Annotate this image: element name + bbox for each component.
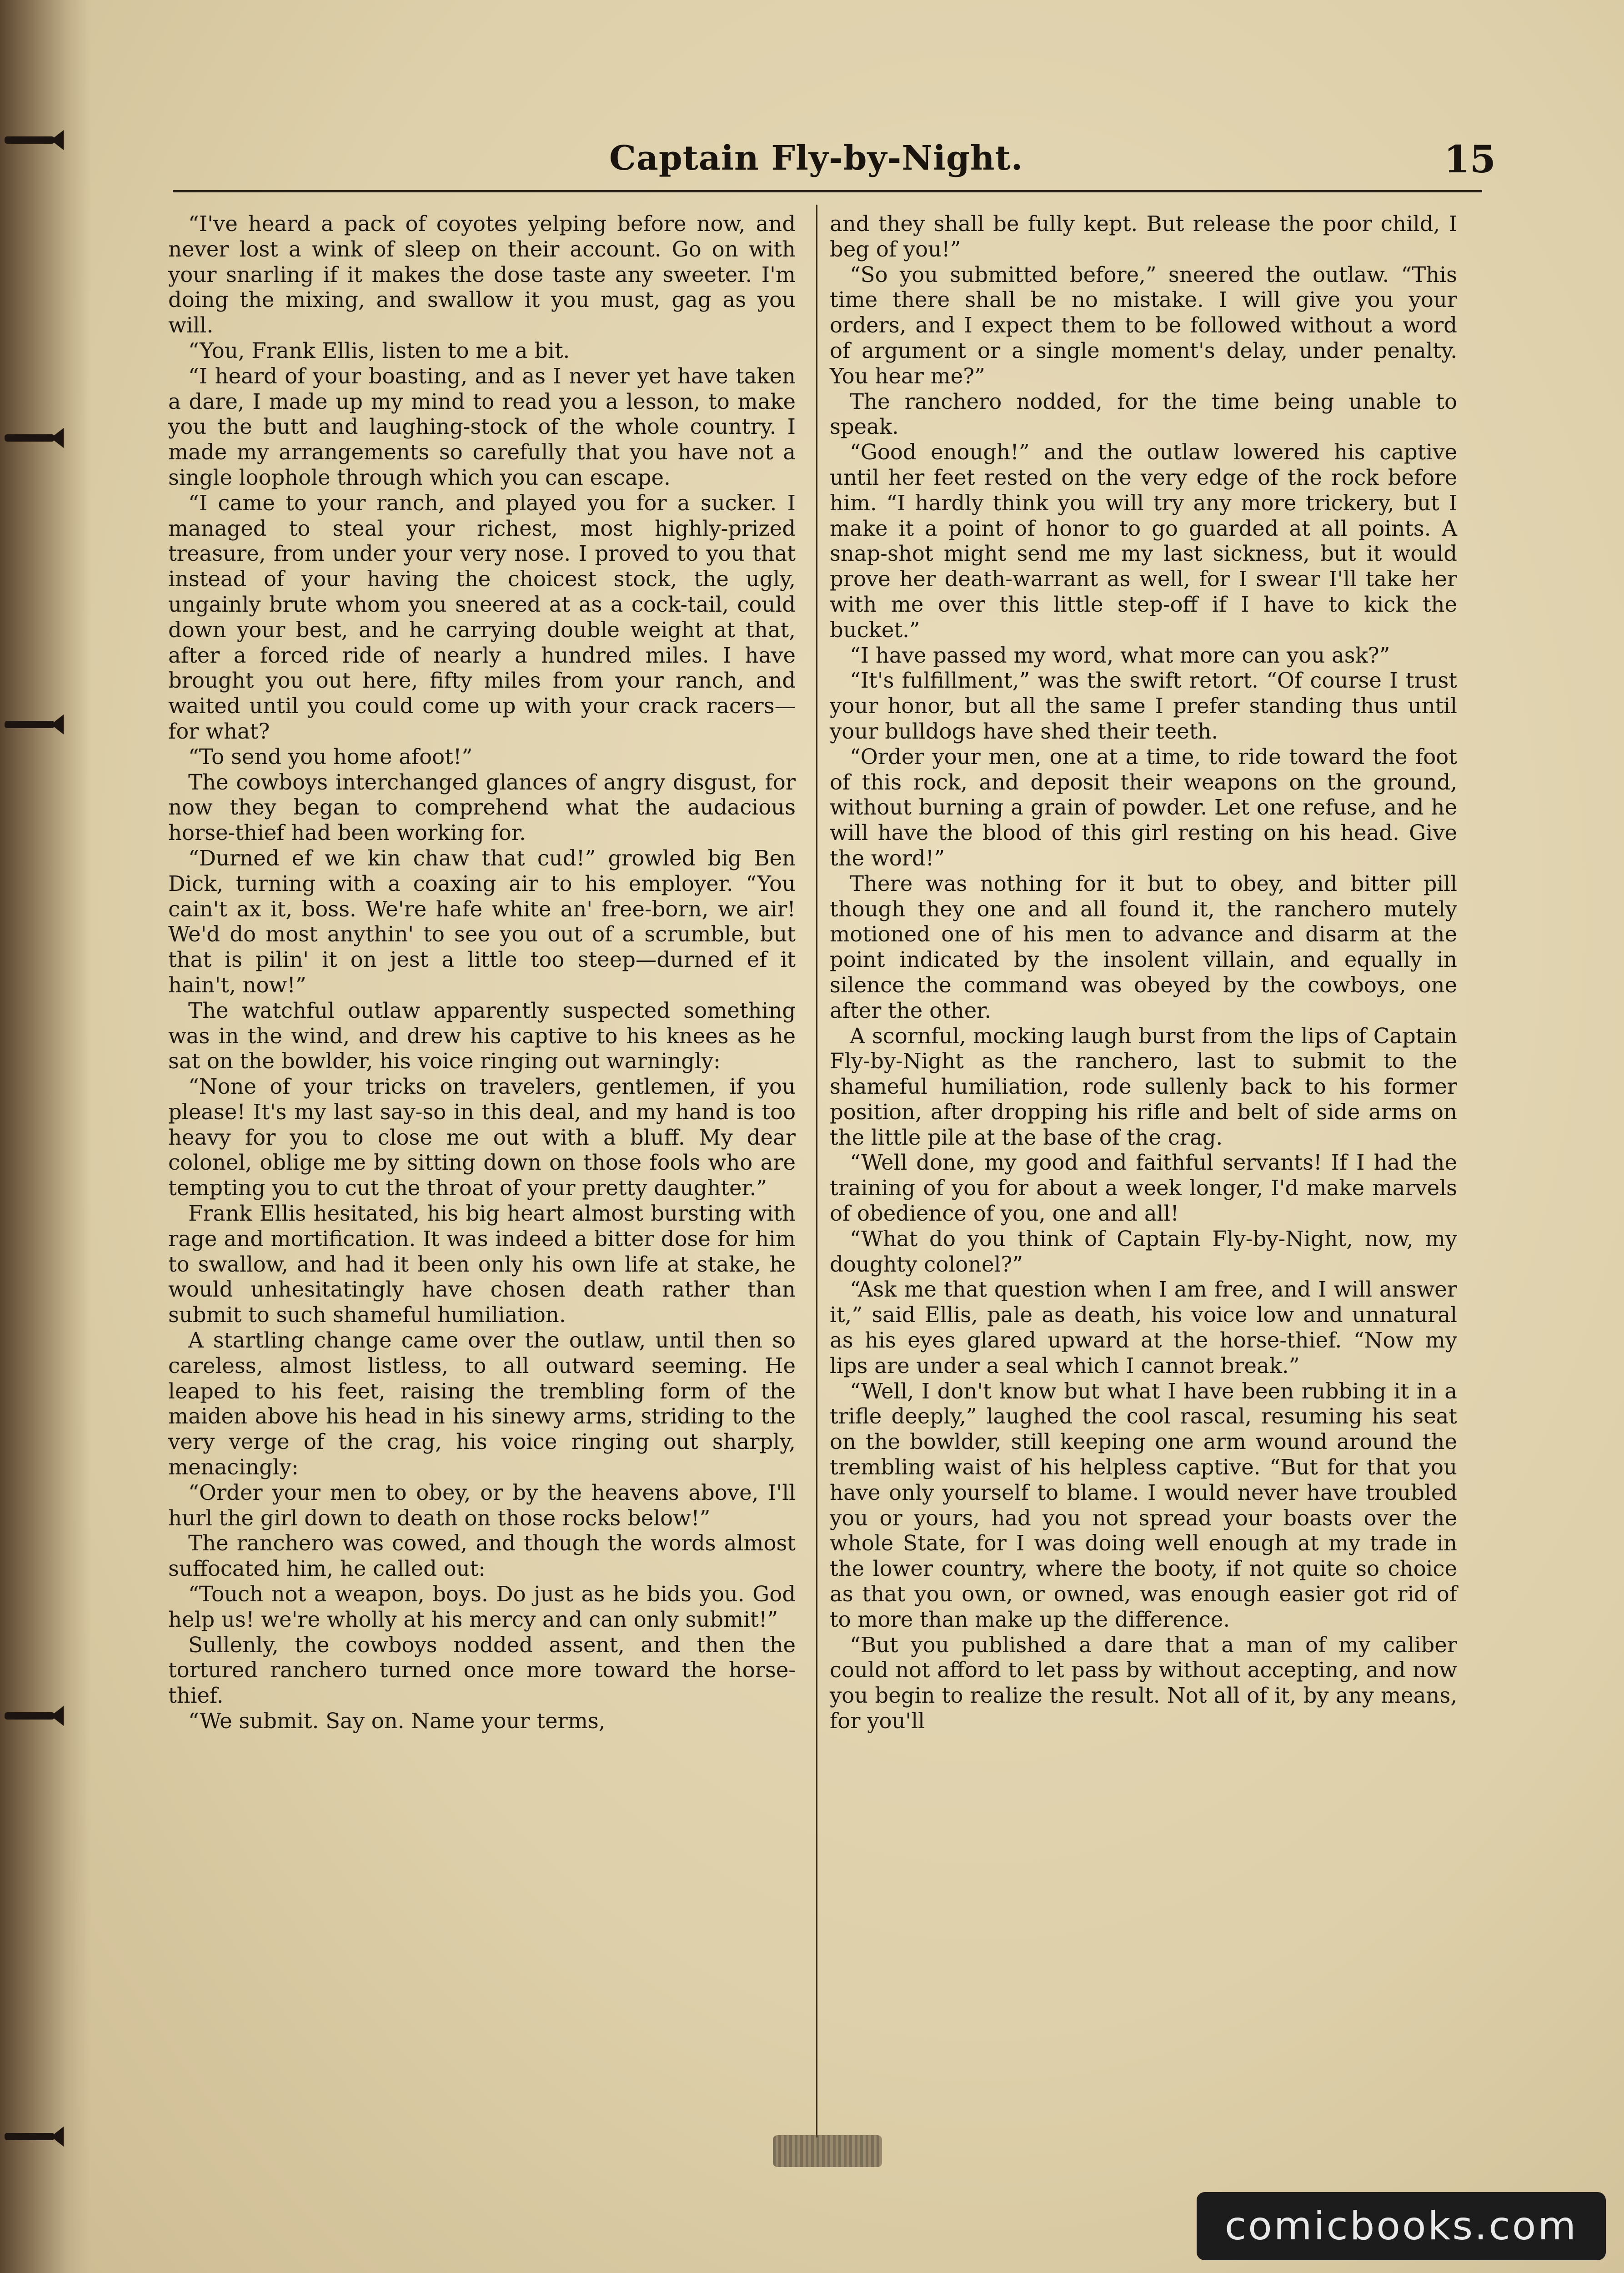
staple-icon bbox=[5, 136, 55, 144]
staple-icon bbox=[5, 434, 55, 442]
paragraph: “I came to your ranch, and played you for a sucker. I managed to steal your richest, most highly-prized treasure, from under your very nose. I proved to you that instead of your having the choicest stock, the ugly, ungainly brute whom you sneered at as a cock-tail, could down your best, and he carrying double weight at that, after a forced ride of nearly a hundred miles. I have brought you out here, fifty miles from your ranch, and waited until you could come up with your crack racers—for what? bbox=[168, 490, 796, 744]
paragraph: Frank Ellis hesitated, his big heart almost bursting with rage and mortification. It was indeed a bitter dose for him to swallow, and had it been only his own life at stake, he would unhesitatingly have chosen death rather than submit to such shameful humiliation. bbox=[168, 1201, 796, 1328]
column-divider bbox=[816, 205, 817, 2137]
paragraph: “What do you think of Captain Fly-by-Night, now, my doughty colonel?” bbox=[830, 1226, 1457, 1277]
paragraph: “Order your men to obey, or by the heavens above, I'll hurl the girl down to death on those rocks below!” bbox=[168, 1480, 796, 1530]
paragraph: “You, Frank Ellis, listen to me a bit. bbox=[188, 338, 570, 363]
staple-icon bbox=[5, 2133, 55, 2140]
paragraph: “Durned ef we kin chaw that cud!” growled big Ben Dick, turning with a coaxing air to his employer. “You cain't ax it, boss. We're hafe white an' free-born, we air! We'd do most anythin' to see you out of a scrumble, but that is pilin' it on jest a little too steep—durned ef it hain't, now!” bbox=[168, 845, 796, 997]
left-column bbox=[168, 211, 796, 1734]
right-column bbox=[830, 211, 1457, 1734]
paragraph: “We submit. Say on. Name your terms, bbox=[188, 1709, 606, 1734]
paragraph: “I heard of your boasting, and as I never yet have taken a dare, I made up my mind to read you a lesson, to make you the butt and laughing-stock of the whole country. I made my arrangements so carefully that you have not a single loophole through which you can escape. bbox=[168, 363, 796, 490]
page-header bbox=[173, 130, 1496, 193]
printer-ornament bbox=[773, 2135, 882, 2167]
paragraph: “So you submitted before,” sneered the outlaw. “This time there shall be no mistake. I will give you your orders, and I expect them to be followed without a word of argument or a single moment's delay, under penalty. You hear me?” bbox=[830, 262, 1457, 388]
header-rule bbox=[173, 190, 1482, 192]
paragraph: Sullenly, the cowboys nodded assent, and then the tortured ranchero turned once more toward the horse-thief. bbox=[168, 1632, 796, 1708]
paragraph: “Touch not a weapon, boys. Do just as he bids you. God help us! we're wholly at his mercy and can only submit!” bbox=[168, 1582, 796, 1632]
binding-spine bbox=[0, 0, 91, 2273]
paragraph: A scornful, mocking laugh burst from the lips of Captain Fly-by-Night as the ranchero, last to submit to the shameful humiliation, rode sullenly back to his former position, after dropping his rifle and belt of side arms on the little pile at the base of the crag. bbox=[830, 1023, 1457, 1150]
watermark: comicbooks.com bbox=[1197, 2192, 1606, 2260]
staple-icon bbox=[5, 1712, 55, 1720]
paragraph: There was nothing for it but to obey, and bitter pill though they one and all found it, the ranchero mutely motioned one of his men to advance and disarm at the point indicated by the insolent villain, and equally in silence the command was obeyed by the cowboys, one after the other. bbox=[830, 871, 1457, 1023]
paragraph: A startling change came over the outlaw, until then so careless, almost listless, to all outward seeming. He leaped to his feet, raising the trembling form of the maiden above his head in his sinewy arms, striding to the very verge of the crag, his voice ringing out sharply, menacingly: bbox=[168, 1328, 796, 1480]
paragraph: The ranchero was cowed, and though the words almost suffocated him, he called out: bbox=[168, 1531, 796, 1581]
paragraph: and they shall be fully kept. But release the poor child, I beg of you!” bbox=[830, 211, 1457, 261]
paragraph: “Ask me that question when I am free, and I will answer it,” said Ellis, pale as death, his voice low and unnatural as his eyes glared upward at the horse-thief. “Now my lips are under a seal which I cannot break.” bbox=[830, 1277, 1457, 1378]
paragraph: The cowboys interchanged glances of angry disgust, for now they began to comprehend what the audacious horse-thief had been working for. bbox=[168, 769, 796, 845]
paragraph: The watchful outlaw apparently suspected something was in the wind, and drew his captive to his knees as he sat on the bowlder, his voice ringing out warningly: bbox=[168, 998, 796, 1074]
paragraph: “Well done, my good and faithful servants! If I had the training of you for about a week longer, I'd make marvels of obedience of you, one and all! bbox=[830, 1150, 1457, 1226]
paragraph: The ranchero nodded, for the time being unable to speak. bbox=[830, 389, 1457, 439]
staple-icon bbox=[5, 721, 55, 728]
paragraph: “Order your men, one at a time, to ride toward the foot of this rock, and deposit their weapons on the ground, without burning a grain of powder. Let one refuse, and he will have the blood of this girl resting on his head. Give the word!” bbox=[830, 744, 1457, 870]
running-title: Captain Fly-by-Night. bbox=[609, 139, 1023, 178]
paragraph: “To send you home afoot!” bbox=[188, 744, 473, 769]
paragraph: “It's fulfillment,” was the swift retort. “Of course I trust your honor, but all the same I prefer standing thus until your bulldogs have shed their teeth. bbox=[830, 668, 1457, 744]
paragraph: “I have passed my word, what more can you ask?” bbox=[850, 643, 1390, 668]
paragraph: “But you published a dare that a man of my caliber could not afford to let pass by without accepting, and now you begin to realize the result. Not all of it, by any means, for you'll bbox=[830, 1632, 1457, 1734]
paragraph: “None of your tricks on travelers, gentlemen, if you please! It's my last say-so in this deal, and my hand is too heavy for you to close me out with a bluff. My dear colonel, oblige me by sitting down on those fools who are tempting you to cut the throat of your pretty daughter.” bbox=[168, 1074, 796, 1201]
paragraph: “Good enough!” and the outlaw lowered his captive until her feet rested on the very edge of the rock before him. “I hardly think you will try any more trickery, but I make it a point of honor to go guarded at all points. A snap-shot might send me my last sickness, but it would prove her death-warrant as well, for I swear I'll take her with me over this little step-off if I have to kick the bucket.” bbox=[830, 440, 1457, 642]
paragraph: “Well, I don't know but what I have been rubbing it in a trifle deeply,” laughed the cool rascal, resuming his seat on the bowlder, still keeping one arm wound around the trembling waist of his helpless captive. “But for that you have only yourself to blame. I would never have troubled you or yours, had you not spread your boasts over the whole State, for I was doing well enough at my trade in the lower country, where the booty, if not quite so choice as that you own, or owned, was enough easier got rid of to more than make up the difference. bbox=[830, 1378, 1457, 1632]
paragraph: “I've heard a pack of coyotes yelping before now, and never lost a wink of sleep on their account. Go on with your snarling if it makes the dose taste any sweeter. I'm doing the mixing, and swallow it you must, gag as you will. bbox=[168, 211, 796, 338]
page-number: 15 bbox=[1444, 138, 1496, 181]
